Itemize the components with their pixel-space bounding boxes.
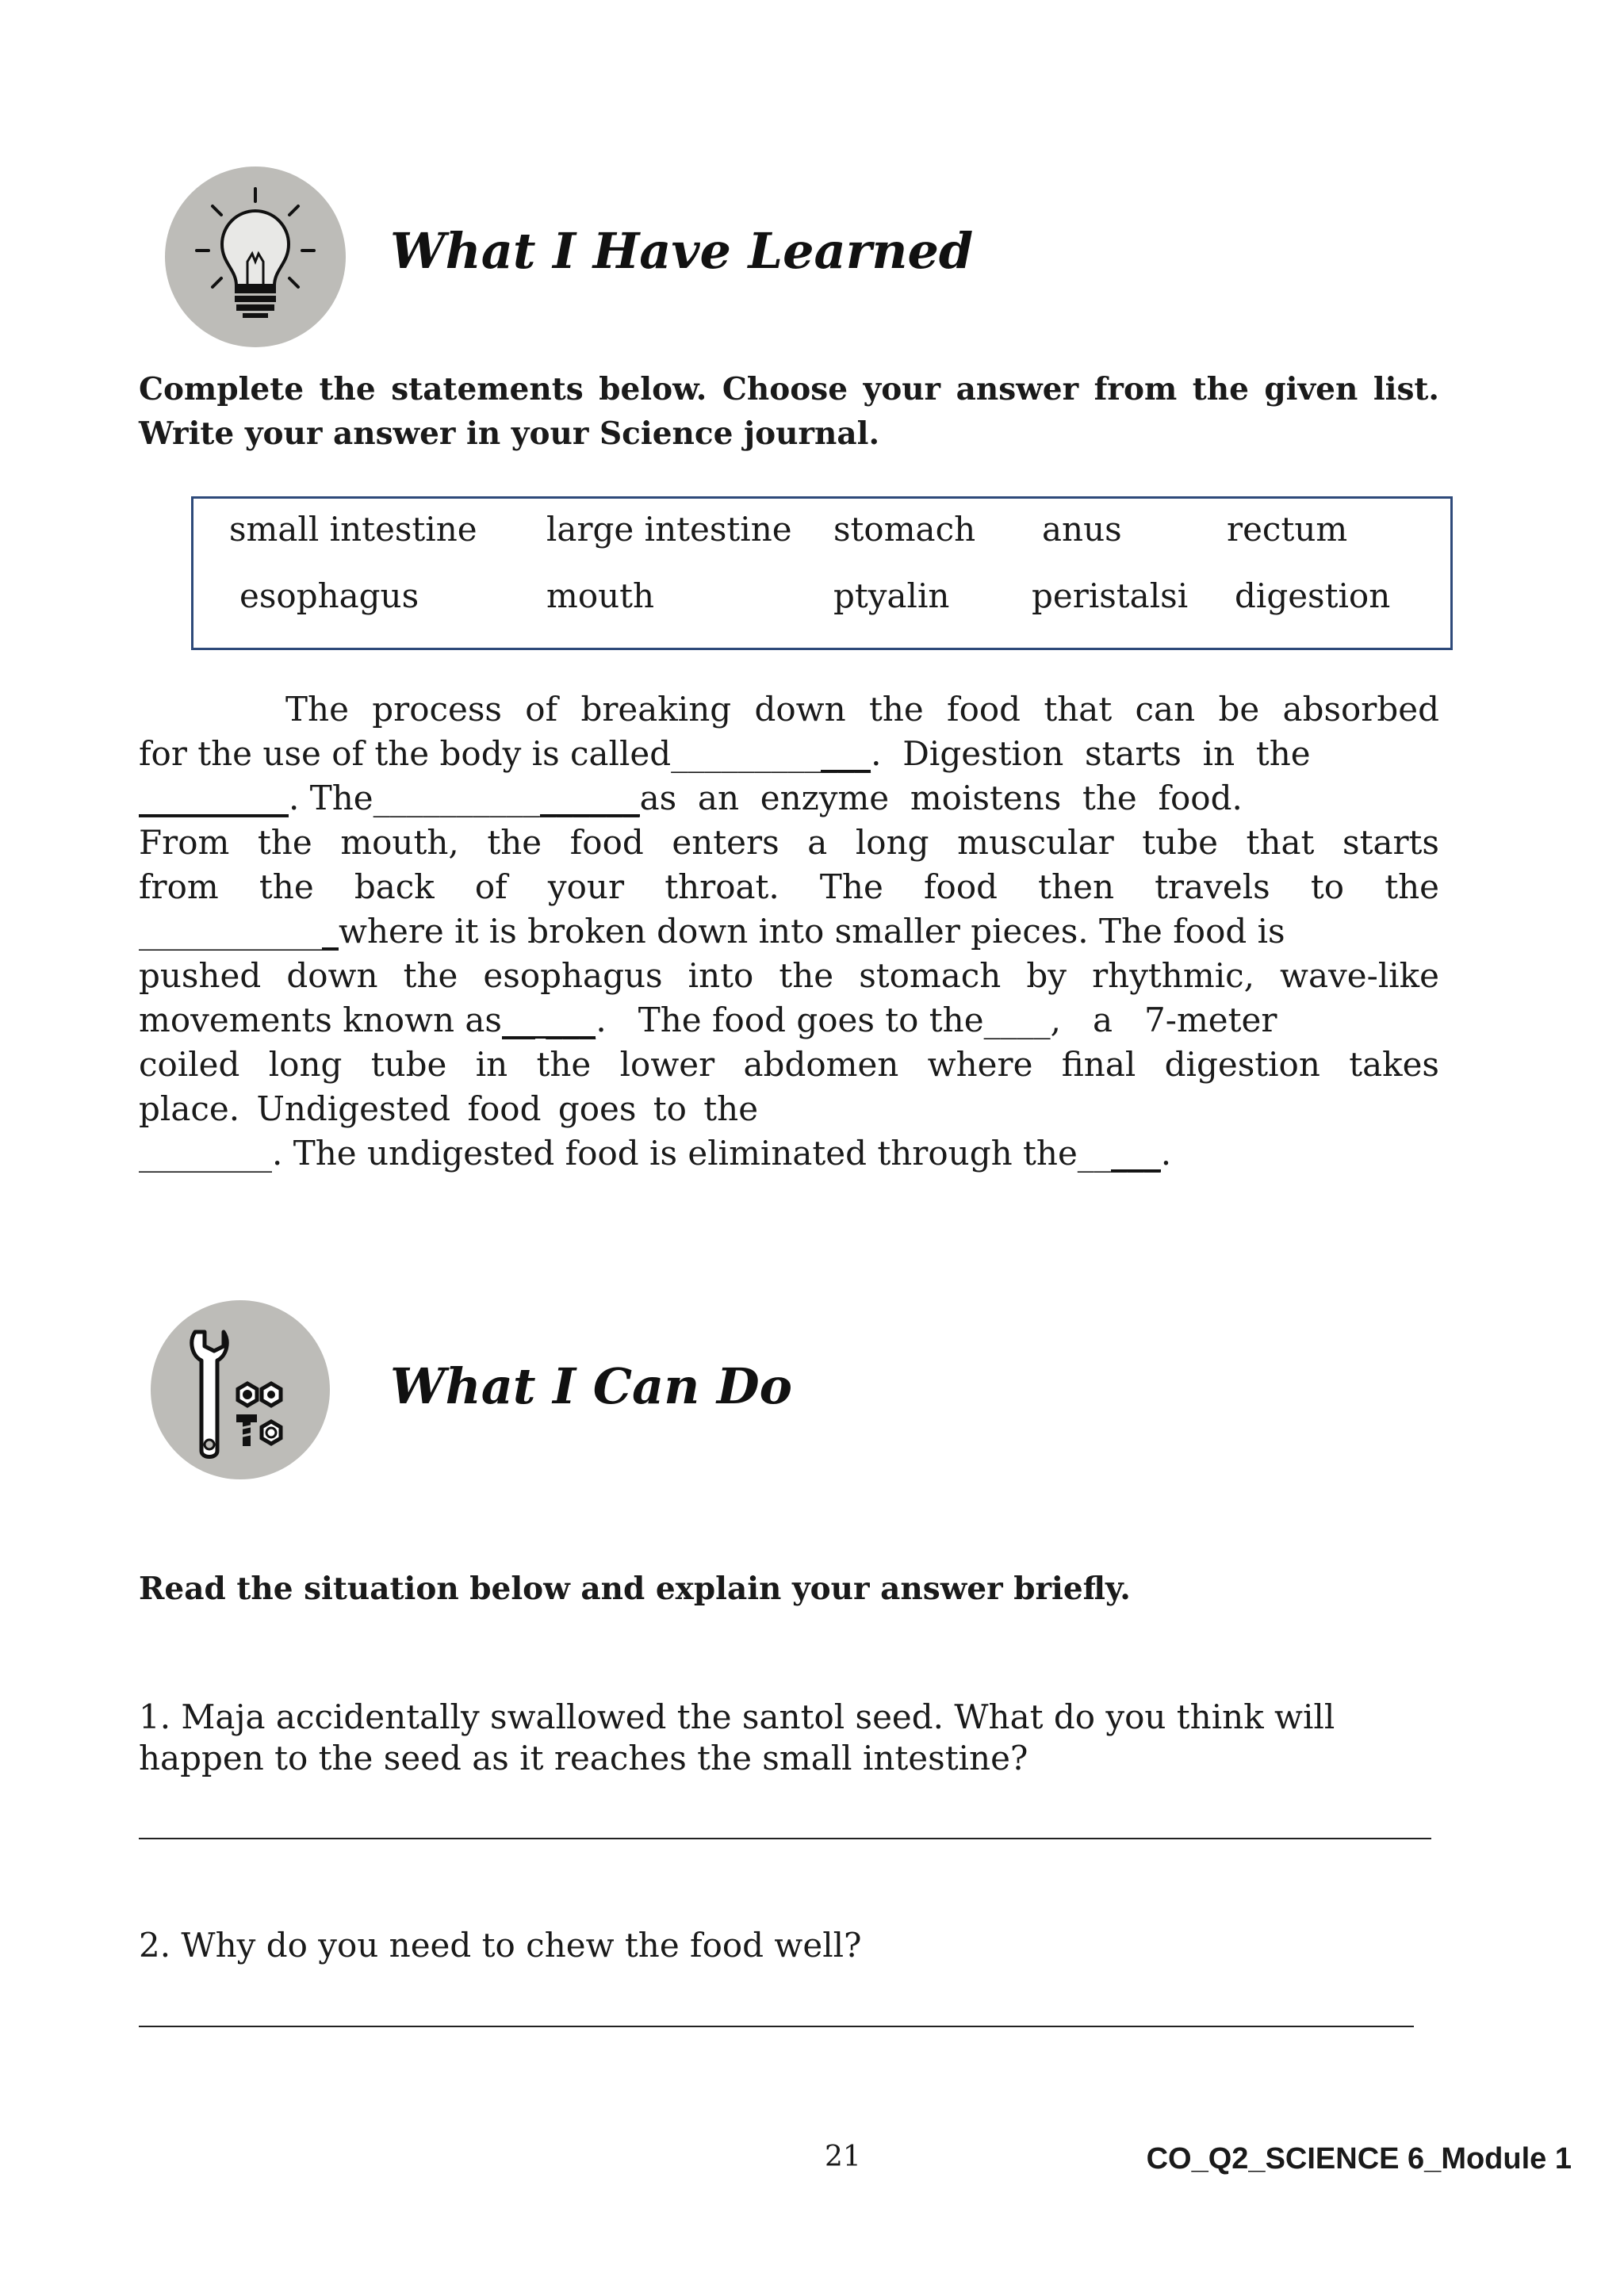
paragraph-line — [139, 779, 1439, 817]
paragraph-text: . — [1160, 1134, 1172, 1173]
word-bank-item: rectum — [1227, 510, 1348, 549]
page-number: 21 — [825, 2141, 861, 2173]
paragraph-text: from the back of your throat. The food then travels to the — [139, 867, 1439, 906]
paragraph-line — [139, 956, 1439, 995]
word-bank-item: stomach — [833, 510, 976, 549]
word-bank-item: large intestine — [546, 510, 792, 549]
section-title-what-i-can-do: What I Can Do — [390, 1357, 792, 1415]
paragraph-text: The process of breaking down the food that can be absorbed — [285, 690, 1439, 729]
answer-blank[interactable]: _ — [322, 912, 339, 951]
answer-line-1[interactable] — [139, 1838, 1431, 1839]
answer-blank[interactable]: ___ — [821, 734, 871, 773]
tools-icon-badge — [151, 1300, 330, 1479]
question-1 — [139, 1697, 1455, 1779]
word-bank — [191, 496, 1453, 650]
paragraph-text: as an enzyme moistens the food. — [639, 779, 1243, 817]
paragraph-text: . The food goes to the____, a 7-meter — [596, 1001, 1277, 1039]
paragraph-line — [139, 1001, 1439, 1039]
paragraph-line — [139, 1045, 1439, 1084]
lightbulb-icon — [165, 166, 346, 347]
word-bank-item: anus — [1042, 510, 1122, 549]
word-bank-item: mouth — [546, 576, 655, 615]
paragraph-text: pushed down the esophagus into the stomach by rhythmic, wave-like — [139, 956, 1439, 995]
word-bank-item: digestion — [1235, 576, 1391, 615]
instruction-line: Write your answer in your Science journal. — [139, 415, 880, 452]
paragraph-text: where it is broken down into smaller pieces. The food is — [339, 912, 1285, 951]
word-bank-item: esophagus — [239, 576, 419, 615]
paragraph-text: for the use of the body is called_________ — [139, 734, 822, 773]
paragraph-line — [139, 1134, 1439, 1173]
paragraph-text: . Digestion starts in the — [871, 734, 1311, 773]
paragraph-text: movements known as — [139, 1001, 502, 1039]
tools-icon — [151, 1300, 330, 1479]
question-2: 2. Why do you need to chew the food well? — [139, 1926, 862, 1965]
instruction: Read the situation below and explain your answer briefly. — [139, 1571, 1131, 1607]
lightbulb-icon-badge — [165, 166, 346, 347]
section-title-what-i-have-learned: What I Have Learned — [390, 222, 974, 280]
word-bank-item: small intestine — [229, 510, 477, 549]
paragraph-line — [139, 1089, 1439, 1128]
answer-blank[interactable]: ___ — [1110, 1134, 1161, 1173]
paragraph-line — [285, 690, 1439, 729]
paragraph-text: coiled long tube in the lower abdomen where final digestion takes — [139, 1045, 1439, 1084]
paragraph-line — [139, 823, 1439, 862]
answer-blank[interactable]: __ ___ — [501, 1001, 596, 1039]
instruction-line: Complete the statements below. Choose your answer from the given list. — [139, 371, 1439, 408]
answer-blank[interactable]: _________ — [139, 779, 289, 817]
answer-blank[interactable]: ______ — [539, 779, 640, 817]
paragraph-text: From the mouth, the food enters a long muscular tube that starts — [139, 823, 1439, 862]
paragraph-text: place. Undigested food goes to the — [139, 1089, 759, 1128]
question-text: happen to the seed as it reaches the small intestine? — [139, 1739, 1028, 1777]
paragraph-line — [139, 912, 1439, 951]
word-bank-item: peristalsi — [1032, 576, 1189, 615]
paragraph-text: . The__________ — [289, 779, 540, 817]
paragraph-text: ________. The undigested food is eliminated through the__ — [139, 1134, 1111, 1173]
paragraph-text: ___________ — [139, 912, 322, 951]
instructions — [139, 367, 1439, 456]
paragraph-line — [139, 867, 1439, 906]
answer-line-2[interactable] — [139, 2026, 1414, 2027]
paragraph-line — [139, 734, 1439, 773]
module-code: CO_Q2_SCIENCE 6_Module 1 — [1146, 2142, 1572, 2175]
question-text: 1. Maja accidentally swallowed the santol seed. What do you think will — [139, 1697, 1335, 1736]
word-bank-item: ptyalin — [833, 576, 950, 615]
